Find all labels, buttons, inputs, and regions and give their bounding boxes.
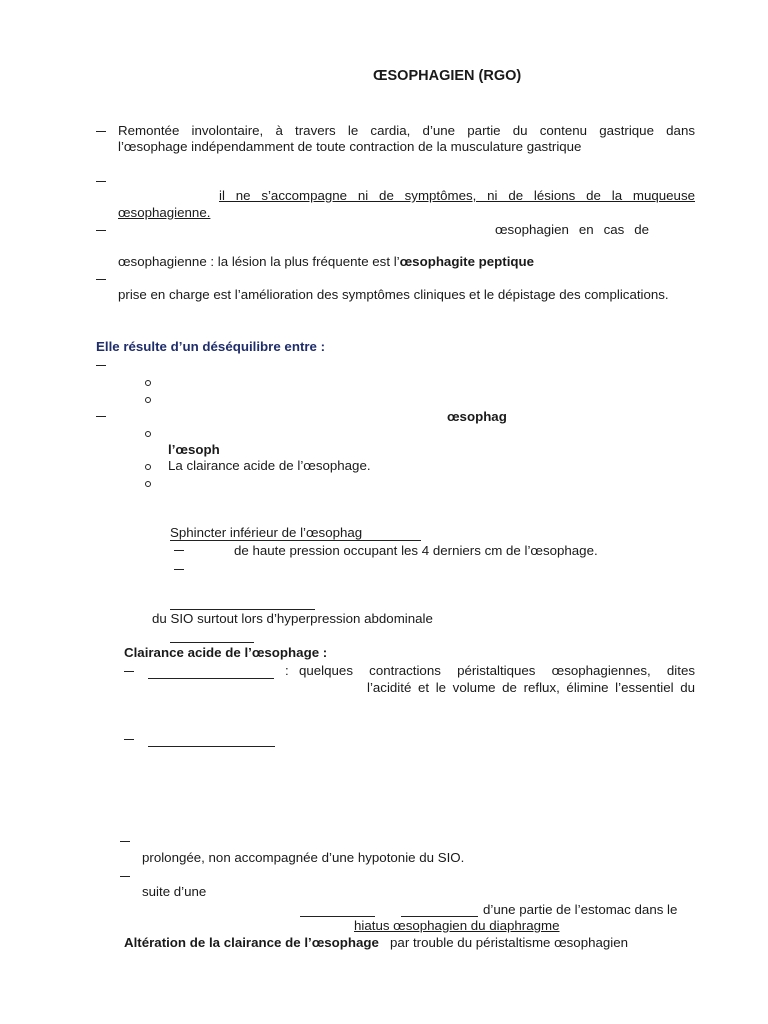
blank-rule	[300, 916, 375, 917]
bullet-dash	[124, 739, 134, 740]
underline-rule	[170, 540, 421, 541]
bullet-dash	[96, 230, 106, 231]
para3-line-2	[118, 254, 534, 270]
bullet-dash	[96, 279, 106, 280]
definition-line-2: l’œsophage indépendamment de toute contraction de la musculature gastrique	[118, 139, 582, 154]
bullet-circle	[145, 481, 151, 487]
bullet-dash	[174, 550, 184, 551]
para4-line-2: prise en charge est l’amélioration des symptômes cliniques et le dépistage des complications.	[118, 287, 669, 302]
page-title: ŒSOPHAGIEN (RGO)	[373, 68, 522, 84]
bullet-dash	[174, 569, 184, 570]
bullet-dash	[124, 671, 134, 672]
bullet-dash	[120, 876, 130, 877]
bullet-dash	[96, 131, 106, 132]
alteration-line	[124, 935, 628, 951]
clairance-line-2: l’acidité et le volume de reflux, élimine l’essentiel du	[367, 680, 695, 695]
alteration-heading: Altération de la clairance de l’œsophage	[124, 935, 379, 950]
desequilibre-heading: Elle résulte d’un déséquilibre entre :	[96, 339, 326, 354]
clairance-line-1: quelques contractions péristaltiques œsophagiennes, dites	[299, 663, 695, 678]
blank-rule	[148, 746, 275, 747]
bullet-dash	[96, 416, 106, 417]
sio-heading: Sphincter inférieur de l’œsophag	[170, 525, 363, 540]
para3-text: œsophagienne : la lésion la plus fréquente est l’	[118, 254, 400, 269]
bullet-circle	[145, 464, 151, 470]
para2-line-2: œsophagienne.	[118, 205, 211, 220]
clairance-heading: Clairance acide de l’œsophage :	[124, 645, 328, 660]
mechanism-line-2: suite d’une	[142, 884, 207, 899]
clairance-colon: :	[285, 663, 289, 678]
blank-rule	[401, 916, 478, 917]
para2-line-1: il ne s’accompagne ni de symptômes, ni de lésions de la muqueuse	[219, 188, 695, 203]
oesophagite-term: œsophagite peptique	[399, 254, 535, 269]
definition-line-1: Remontée involontaire, à travers le cardia, d’une partie du contenu gastrique dans	[118, 123, 695, 138]
mechanism-line-1: prolongée, non accompagnée d’une hypotonie du SIO.	[142, 850, 465, 865]
alteration-text: par trouble du péristaltisme œsophagien	[390, 935, 629, 950]
blank-rule	[148, 678, 274, 679]
loesoph-fragment: l’œsoph	[168, 442, 220, 457]
blank-rule	[170, 609, 315, 610]
bullet-dash	[96, 365, 106, 366]
bullet-dash	[96, 181, 106, 182]
clairance-item: La clairance acide de l’œsophage.	[168, 458, 371, 473]
oesophag-fragment: œsophag	[447, 409, 507, 424]
sio-item-2: du SIO surtout lors d’hyperpression abdominale	[152, 611, 433, 626]
bullet-circle	[145, 380, 151, 386]
bullet-circle	[145, 431, 151, 437]
sio-item-1: de haute pression occupant les 4 derniers cm de l’œsophage.	[234, 543, 598, 558]
mechanism-line-3: d’une partie de l’estomac dans le	[483, 902, 678, 917]
para3-fragment: œsophagien en cas de	[495, 222, 649, 237]
bullet-circle	[145, 397, 151, 403]
mechanism-line-4: hiatus œsophagien du diaphragme	[354, 918, 560, 933]
blank-rule	[170, 642, 254, 643]
bullet-dash	[120, 841, 130, 842]
